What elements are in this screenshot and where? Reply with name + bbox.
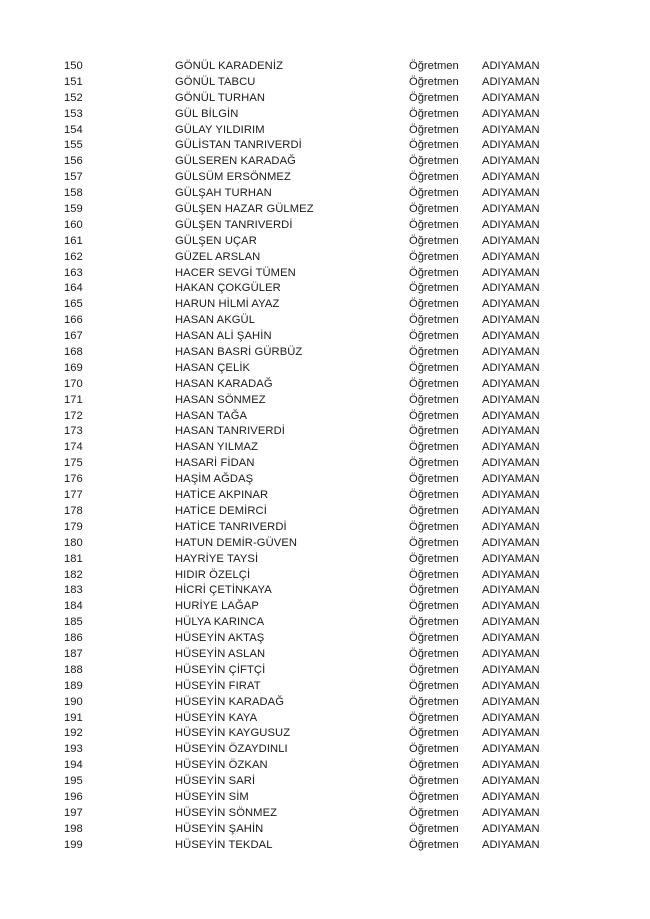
city-cell: ADIYAMAN [482, 663, 540, 676]
list-row [0, 726, 650, 742]
row-number: 171 [64, 393, 83, 406]
list-row [0, 774, 650, 790]
person-name: HASAN KARADAĞ [175, 377, 273, 390]
row-number: 185 [64, 616, 83, 629]
person-name: GÜLŞEN UÇAR [175, 234, 257, 247]
list-row [0, 631, 650, 647]
list-row [0, 583, 650, 599]
role-cell: Öğretmen [409, 330, 459, 343]
city-cell: ADIYAMAN [482, 822, 540, 835]
row-number: 161 [64, 234, 83, 247]
role-cell: Öğretmen [409, 155, 459, 168]
city-cell: ADIYAMAN [482, 218, 540, 231]
role-cell: Öğretmen [409, 187, 459, 200]
role-cell: Öğretmen [409, 123, 459, 136]
list-row [0, 838, 650, 854]
city-cell: ADIYAMAN [482, 393, 540, 406]
city-cell: ADIYAMAN [482, 155, 540, 168]
person-name: HASAN ÇELİK [175, 361, 251, 374]
person-name: HÜSEYİN AKTAŞ [175, 632, 265, 645]
list-row [0, 170, 650, 186]
person-name: HACER SEVGİ TÜMEN [175, 266, 296, 279]
role-cell: Öğretmen [409, 520, 459, 533]
role-cell: Öğretmen [409, 409, 459, 422]
role-cell: Öğretmen [409, 139, 459, 152]
row-number: 194 [64, 759, 83, 772]
city-cell: ADIYAMAN [482, 711, 540, 724]
list-row [0, 393, 650, 409]
person-name: HASARİ FİDAN [175, 457, 255, 470]
person-name: HÜSEYİN ÖZKAN [175, 759, 268, 772]
role-cell: Öğretmen [409, 489, 459, 502]
city-cell: ADIYAMAN [482, 171, 540, 184]
list-row [0, 663, 650, 679]
role-cell: Öğretmen [409, 234, 459, 247]
list-row [0, 695, 650, 711]
person-name: HASAN AKGÜL [175, 314, 256, 327]
city-cell: ADIYAMAN [482, 584, 540, 597]
city-cell: ADIYAMAN [482, 107, 540, 120]
row-number: 158 [64, 187, 83, 200]
role-cell: Öğretmen [409, 552, 459, 565]
row-number: 184 [64, 600, 83, 613]
person-name: HÜSEYİN SARİ [175, 775, 256, 788]
city-cell: ADIYAMAN [482, 123, 540, 136]
city-cell: ADIYAMAN [482, 441, 540, 454]
row-number: 155 [64, 139, 83, 152]
role-cell: Öğretmen [409, 298, 459, 311]
role-cell: Öğretmen [409, 568, 459, 581]
list-row [0, 361, 650, 377]
row-number: 160 [64, 218, 83, 231]
city-cell: ADIYAMAN [482, 473, 540, 486]
city-cell: ADIYAMAN [482, 775, 540, 788]
row-number: 179 [64, 520, 83, 533]
city-cell: ADIYAMAN [482, 346, 540, 359]
role-cell: Öğretmen [409, 266, 459, 279]
role-cell: Öğretmen [409, 695, 459, 708]
row-number: 159 [64, 203, 83, 216]
role-cell: Öğretmen [409, 600, 459, 613]
row-number: 164 [64, 282, 83, 295]
list-row [0, 154, 650, 170]
role-cell: Öğretmen [409, 75, 459, 88]
role-cell: Öğretmen [409, 314, 459, 327]
list-row [0, 456, 650, 472]
list-row [0, 75, 650, 91]
row-number: 177 [64, 489, 83, 502]
row-number: 163 [64, 266, 83, 279]
person-name: GÜLAY YILDIRIM [175, 123, 265, 136]
person-name: HATİCE TANRIVERDİ [175, 520, 287, 533]
row-number: 174 [64, 441, 83, 454]
person-name: GÜZEL ARSLAN [175, 250, 261, 263]
person-name: HAYRİYE TAYSİ [175, 552, 259, 565]
row-number: 187 [64, 647, 83, 660]
person-name: HATUN DEMİR-GÜVEN [175, 536, 298, 549]
city-cell: ADIYAMAN [482, 409, 540, 422]
city-cell: ADIYAMAN [482, 790, 540, 803]
role-cell: Öğretmen [409, 727, 459, 740]
city-cell: ADIYAMAN [482, 806, 540, 819]
row-number: 156 [64, 155, 83, 168]
person-name: HÜSEYİN SİM [175, 790, 249, 803]
role-cell: Öğretmen [409, 679, 459, 692]
city-cell: ADIYAMAN [482, 504, 540, 517]
list-row [0, 647, 650, 663]
list-row [0, 615, 650, 631]
person-name: GÜLŞAH TURHAN [175, 187, 272, 200]
role-cell: Öğretmen [409, 171, 459, 184]
list-row [0, 234, 650, 250]
list-row [0, 440, 650, 456]
city-cell: ADIYAMAN [482, 632, 540, 645]
list-row [0, 297, 650, 313]
person-name: HÜSEYİN ŞAHİN [175, 822, 264, 835]
row-number: 175 [64, 457, 83, 470]
city-cell: ADIYAMAN [482, 568, 540, 581]
row-number: 173 [64, 425, 83, 438]
row-number: 150 [64, 60, 83, 72]
list-row [0, 711, 650, 727]
row-number: 166 [64, 314, 83, 327]
list-row [0, 488, 650, 504]
row-number: 157 [64, 171, 83, 184]
city-cell: ADIYAMAN [482, 679, 540, 692]
person-name: GÜLSEREN KARADAĞ [175, 155, 296, 168]
list-row [0, 552, 650, 568]
person-name: HÜSEYİN ÖZAYDINLI [175, 743, 288, 756]
role-cell: Öğretmen [409, 584, 459, 597]
city-cell: ADIYAMAN [482, 616, 540, 629]
row-number: 192 [64, 727, 83, 740]
row-number: 162 [64, 250, 83, 263]
city-cell: ADIYAMAN [482, 298, 540, 311]
role-cell: Öğretmen [409, 536, 459, 549]
role-cell: Öğretmen [409, 632, 459, 645]
person-name: HATİCE DEMİRCİ [175, 504, 267, 517]
row-number: 193 [64, 743, 83, 756]
city-cell: ADIYAMAN [482, 330, 540, 343]
role-cell: Öğretmen [409, 441, 459, 454]
person-name: GÜLSÜM ERSÖNMEZ [175, 171, 291, 184]
role-cell: Öğretmen [409, 775, 459, 788]
role-cell: Öğretmen [409, 616, 459, 629]
list-row [0, 91, 650, 107]
city-cell: ADIYAMAN [482, 234, 540, 247]
list-row [0, 218, 650, 234]
list-row [0, 377, 650, 393]
role-cell: Öğretmen [409, 91, 459, 104]
city-cell: ADIYAMAN [482, 187, 540, 200]
person-name: HÜSEYİN KAYGUSUZ [175, 727, 291, 740]
city-cell: ADIYAMAN [482, 520, 540, 533]
role-cell: Öğretmen [409, 218, 459, 231]
row-number: 190 [64, 695, 83, 708]
list-row [0, 790, 650, 806]
city-cell: ADIYAMAN [482, 139, 540, 152]
list-row [0, 266, 650, 282]
list-row [0, 520, 650, 536]
city-cell: ADIYAMAN [482, 489, 540, 502]
city-cell: ADIYAMAN [482, 759, 540, 772]
city-cell: ADIYAMAN [482, 457, 540, 470]
row-number: 195 [64, 775, 83, 788]
city-cell: ADIYAMAN [482, 250, 540, 263]
list-row [0, 758, 650, 774]
person-name: HÜSEYİN ASLAN [175, 647, 266, 660]
row-number: 168 [64, 346, 83, 359]
role-cell: Öğretmen [409, 457, 459, 470]
list-row [0, 742, 650, 758]
teacher-list [0, 59, 650, 854]
person-name: HASAN YILMAZ [175, 441, 259, 454]
role-cell: Öğretmen [409, 759, 459, 772]
role-cell: Öğretmen [409, 504, 459, 517]
role-cell: Öğretmen [409, 647, 459, 660]
list-row [0, 313, 650, 329]
city-cell: ADIYAMAN [482, 377, 540, 390]
role-cell: Öğretmen [409, 425, 459, 438]
list-row [0, 186, 650, 202]
row-number: 198 [64, 822, 83, 835]
person-name: GÖNÜL KARADENİZ [175, 60, 284, 72]
person-name: HURİYE LAĞAP [175, 600, 259, 613]
role-cell: Öğretmen [409, 250, 459, 263]
person-name: GÖNÜL TURHAN [175, 91, 266, 104]
list-row [0, 345, 650, 361]
role-cell: Öğretmen [409, 806, 459, 819]
role-cell: Öğretmen [409, 663, 459, 676]
row-number: 180 [64, 536, 83, 549]
list-row [0, 806, 650, 822]
city-cell: ADIYAMAN [482, 695, 540, 708]
list-row [0, 281, 650, 297]
list-row [0, 599, 650, 615]
row-number: 199 [64, 838, 83, 851]
city-cell: ADIYAMAN [482, 91, 540, 104]
person-name: HAŞİM AĞDAŞ [175, 473, 254, 486]
row-number: 170 [64, 377, 83, 390]
person-name: HÜSEYİN KARADAĞ [175, 695, 285, 708]
row-number: 181 [64, 552, 83, 565]
person-name: HÜSEYİN ÇİFTÇİ [175, 663, 266, 676]
row-number: 197 [64, 806, 83, 819]
list-row [0, 123, 650, 139]
city-cell: ADIYAMAN [482, 536, 540, 549]
role-cell: Öğretmen [409, 743, 459, 756]
city-cell: ADIYAMAN [482, 203, 540, 216]
city-cell: ADIYAMAN [482, 743, 540, 756]
person-name: GÜL BİLGİN [175, 107, 239, 120]
row-number: 186 [64, 632, 83, 645]
person-name: HÜSEYİN KAYA [175, 711, 258, 724]
city-cell: ADIYAMAN [482, 647, 540, 660]
city-cell: ADIYAMAN [482, 838, 540, 851]
list-row [0, 568, 650, 584]
role-cell: Öğretmen [409, 203, 459, 216]
person-name: HASAN TAĞA [175, 409, 248, 422]
person-name: HÜLYA KARINCA [175, 616, 265, 629]
role-cell: Öğretmen [409, 473, 459, 486]
person-name: GÖNÜL TABCU [175, 75, 256, 88]
row-number: 189 [64, 679, 83, 692]
row-number: 196 [64, 790, 83, 803]
list-row [0, 202, 650, 218]
row-number: 182 [64, 568, 83, 581]
list-row [0, 679, 650, 695]
list-row [0, 59, 650, 75]
list-row [0, 107, 650, 123]
row-number: 178 [64, 504, 83, 517]
role-cell: Öğretmen [409, 60, 459, 72]
list-row [0, 250, 650, 266]
list-row [0, 504, 650, 520]
person-name: HASAN ALİ ŞAHİN [175, 330, 272, 343]
list-row [0, 424, 650, 440]
list-row [0, 822, 650, 838]
city-cell: ADIYAMAN [482, 361, 540, 374]
list-row [0, 409, 650, 425]
role-cell: Öğretmen [409, 107, 459, 120]
person-name: HİCRİ ÇETİNKAYA [175, 584, 272, 597]
row-number: 165 [64, 298, 83, 311]
role-cell: Öğretmen [409, 282, 459, 295]
city-cell: ADIYAMAN [482, 266, 540, 279]
role-cell: Öğretmen [409, 346, 459, 359]
list-row [0, 329, 650, 345]
role-cell: Öğretmen [409, 790, 459, 803]
person-name: GÜLŞEN TANRIVERDİ [175, 218, 293, 231]
list-row [0, 138, 650, 154]
person-name: GÜLİSTAN TANRIVERDİ [175, 139, 302, 152]
city-cell: ADIYAMAN [482, 75, 540, 88]
role-cell: Öğretmen [409, 393, 459, 406]
person-name: HATİCE AKPINAR [175, 489, 269, 502]
row-number: 176 [64, 473, 83, 486]
row-number: 183 [64, 584, 83, 597]
role-cell: Öğretmen [409, 822, 459, 835]
person-name: HASAN SÖNMEZ [175, 393, 266, 406]
city-cell: ADIYAMAN [482, 727, 540, 740]
person-name: HÜSEYİN FIRAT [175, 679, 261, 692]
list-row [0, 536, 650, 552]
list-row [0, 472, 650, 488]
row-number: 151 [64, 75, 83, 88]
person-name: HÜSEYİN SÖNMEZ [175, 806, 278, 819]
role-cell: Öğretmen [409, 711, 459, 724]
role-cell: Öğretmen [409, 838, 459, 851]
row-number: 154 [64, 123, 83, 136]
row-number: 191 [64, 711, 83, 724]
row-number: 169 [64, 361, 83, 374]
city-cell: ADIYAMAN [482, 314, 540, 327]
person-name: GÜLŞEN HAZAR GÜLMEZ [175, 203, 314, 216]
row-number: 152 [64, 91, 83, 104]
city-cell: ADIYAMAN [482, 425, 540, 438]
row-number: 167 [64, 330, 83, 343]
city-cell: ADIYAMAN [482, 552, 540, 565]
city-cell: ADIYAMAN [482, 60, 540, 72]
city-cell: ADIYAMAN [482, 282, 540, 295]
person-name: HAKAN ÇOKGÜLER [175, 282, 281, 295]
person-name: HARUN HİLMİ AYAZ [175, 298, 280, 311]
row-number: 172 [64, 409, 83, 422]
row-number: 188 [64, 663, 83, 676]
role-cell: Öğretmen [409, 361, 459, 374]
person-name: HIDIR ÖZELÇİ [175, 568, 251, 581]
row-number: 153 [64, 107, 83, 120]
person-name: HASAN BASRİ GÜRBÜZ [175, 346, 303, 359]
person-name: HASAN TANRIVERDİ [175, 425, 285, 438]
city-cell: ADIYAMAN [482, 600, 540, 613]
role-cell: Öğretmen [409, 377, 459, 390]
person-name: HÜSEYİN TEKDAL [175, 838, 273, 851]
